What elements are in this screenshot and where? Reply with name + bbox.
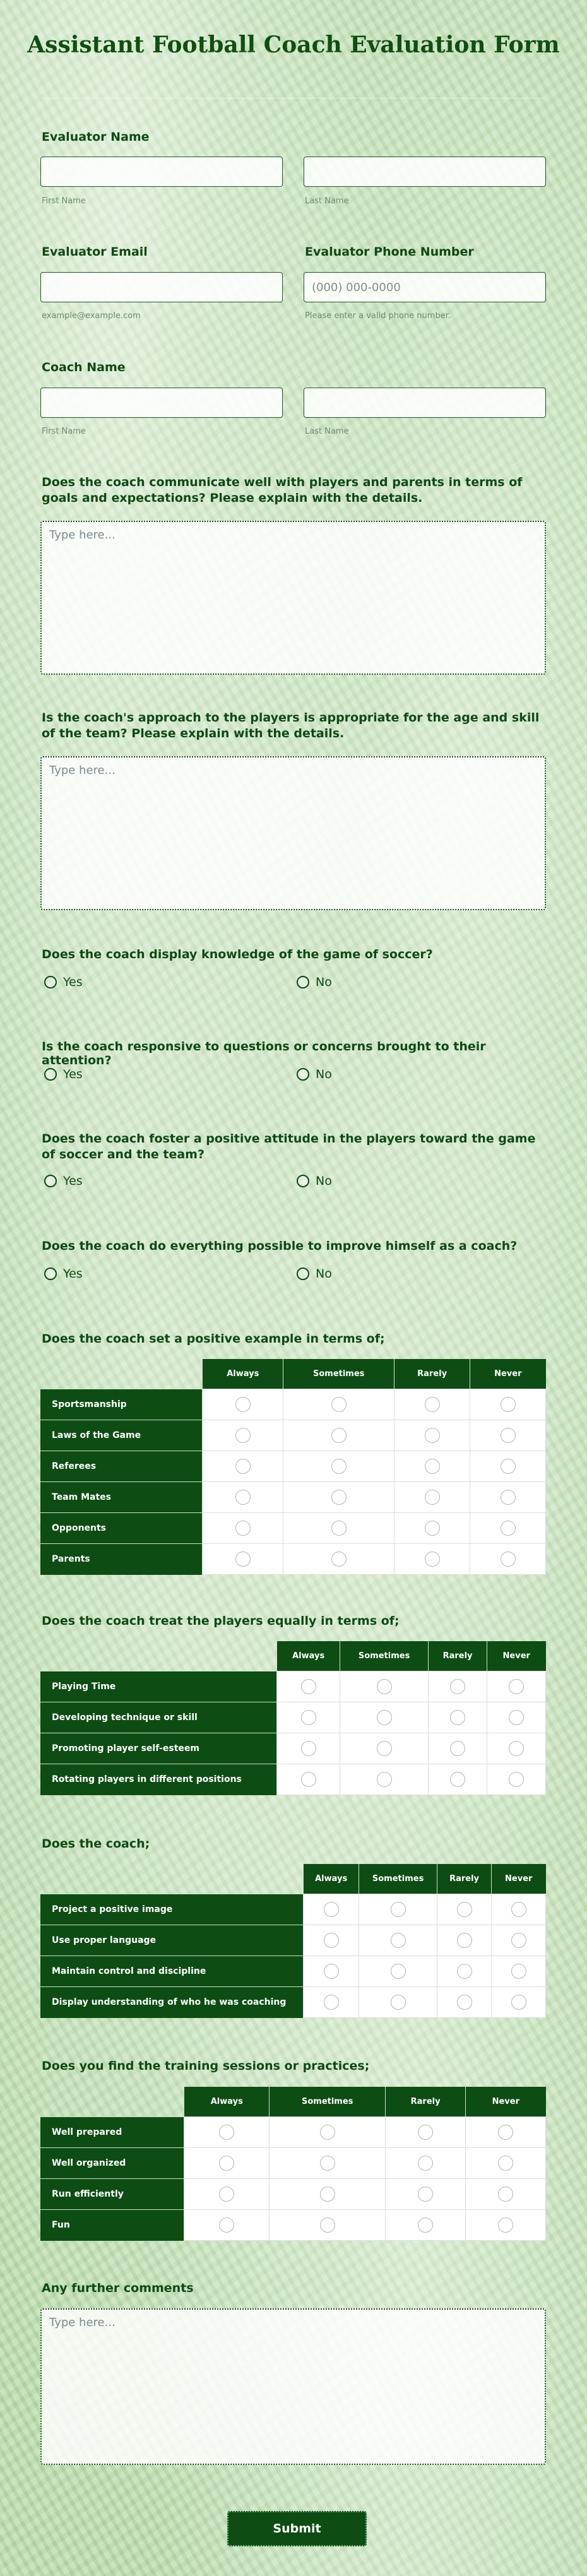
positive-attitude-no-option[interactable]: No — [297, 1174, 332, 1188]
matrix-radio[interactable] — [501, 1397, 516, 1412]
matrix-radio[interactable] — [235, 1490, 251, 1505]
matrix-radio[interactable] — [425, 1397, 440, 1412]
matrix-radio[interactable] — [509, 1741, 524, 1756]
matrix-radio[interactable] — [235, 1428, 251, 1443]
matrix-radio[interactable] — [391, 1902, 406, 1917]
approach-question-label: Is the coach's approach to the players is appropriate for the age and skill of the team? Please explain with the details. — [42, 711, 540, 740]
positive-example-question-label: Does the coach set a positive example in terms of; — [42, 1332, 385, 1346]
matrix-radio[interactable] — [377, 1772, 392, 1787]
evaluator-email-sublabel: example@example.com — [42, 311, 141, 321]
row-label: Project a positive image — [40, 1894, 304, 1925]
matrix-radio[interactable] — [501, 1521, 516, 1536]
row-label: Display understanding of who he was coaching — [40, 1987, 304, 2018]
matrix-radio[interactable] — [418, 2217, 433, 2233]
column-header: Sometimes — [270, 2087, 386, 2117]
soccer-knowledge-no-option[interactable]: No — [297, 975, 332, 989]
form-title: Assistant Football Coach Evaluation Form — [27, 32, 560, 58]
evaluator-email-input[interactable] — [40, 272, 283, 302]
matrix-radio[interactable] — [425, 1552, 440, 1567]
row-label: Playing Time — [40, 1671, 277, 1702]
matrix-radio[interactable] — [219, 2125, 234, 2140]
equal-treatment-matrix — [40, 1641, 546, 1795]
column-header: Rarely — [394, 1359, 470, 1389]
matrix-radio[interactable] — [391, 1995, 406, 2010]
column-header: Sometimes — [283, 1359, 394, 1389]
communicate-question-label: Does the coach communicate well with players and parents in terms of goals and expectations? Please explain with the details. — [42, 475, 523, 505]
evaluator-phone-label: Evaluator Phone Number — [305, 245, 474, 259]
evaluator-first-name-sublabel: First Name — [42, 196, 86, 206]
column-header: Never — [487, 1641, 546, 1671]
training-sessions-matrix — [40, 2087, 546, 2241]
responsive-question-label: Is the coach responsive to questions or concerns brought to their attention? — [42, 1040, 486, 1067]
evaluator-phone-input[interactable] — [304, 272, 546, 302]
row-label: Sportsmanship — [40, 1389, 203, 1420]
evaluator-email-label: Evaluator Email — [42, 245, 148, 259]
responsive-yes-option[interactable]: Yes — [44, 1067, 83, 1081]
matrix-radio[interactable] — [457, 1902, 472, 1917]
matrix-radio[interactable] — [511, 1933, 526, 1948]
column-header: Never — [492, 1864, 546, 1894]
matrix-radio[interactable] — [324, 1933, 339, 1948]
matrix-radio[interactable] — [450, 1710, 465, 1725]
matrix-radio[interactable] — [320, 2125, 335, 2140]
matrix-radio[interactable] — [450, 1772, 465, 1787]
positive-attitude-yes-option[interactable]: Yes — [44, 1174, 83, 1188]
matrix-radio[interactable] — [498, 2217, 513, 2233]
row-label: Well organized — [40, 2148, 184, 2179]
matrix-radio[interactable] — [391, 1964, 406, 1979]
matrix-radio[interactable] — [425, 1459, 440, 1474]
matrix-radio[interactable] — [324, 1964, 339, 1979]
matrix-radio[interactable] — [457, 1995, 472, 2010]
matrix-radio[interactable] — [498, 2187, 513, 2202]
radio-circle[interactable] — [297, 1267, 309, 1280]
matrix-radio[interactable] — [219, 2187, 234, 2202]
radio-circle[interactable] — [44, 976, 57, 988]
matrix-radio[interactable] — [219, 2156, 234, 2171]
equal-treatment-question-label: Does the coach treat the players equally in terms of; — [42, 1614, 400, 1628]
comments-label: Any further comments — [42, 2281, 194, 2295]
row-label: Parents — [40, 1544, 203, 1575]
matrix-radio[interactable] — [331, 1490, 347, 1505]
row-label: Rotating players in different positions — [40, 1764, 277, 1795]
matrix-radio[interactable] — [498, 2156, 513, 2171]
matrix-radio[interactable] — [331, 1521, 347, 1536]
coach-behavior-question-label: Does the coach; — [42, 1837, 150, 1851]
matrix-radio[interactable] — [301, 1741, 316, 1756]
matrix-radio[interactable] — [235, 1397, 251, 1412]
matrix-radio[interactable] — [377, 1710, 392, 1725]
matrix-radio[interactable] — [509, 1710, 524, 1725]
row-label: Well prepared — [40, 2117, 184, 2148]
matrix-radio[interactable] — [320, 2187, 335, 2202]
row-label: Developing technique or skill — [40, 1702, 277, 1733]
coach-first-name-input[interactable] — [40, 388, 283, 418]
positive-attitude-question-label: Does the coach foster a positive attitude in the players toward the game of soccer and the team? — [42, 1132, 536, 1161]
radio-circle[interactable] — [44, 1068, 57, 1081]
row-label: Team Mates — [40, 1482, 203, 1513]
column-header: Always — [304, 1864, 359, 1894]
coach-last-name-sublabel: Last Name — [305, 427, 349, 436]
matrix-radio[interactable] — [457, 1933, 472, 1948]
column-header: Always — [203, 1359, 283, 1389]
positive-example-matrix — [40, 1359, 546, 1575]
evaluator-first-name-input[interactable] — [40, 157, 283, 187]
matrix-radio[interactable] — [418, 2156, 433, 2171]
matrix-radio[interactable] — [501, 1428, 516, 1443]
row-label: Promoting player self-esteem — [40, 1733, 277, 1764]
matrix-radio[interactable] — [235, 1521, 251, 1536]
column-header: Rarely — [429, 1641, 487, 1671]
matrix-radio[interactable] — [418, 2125, 433, 2140]
comments-textarea[interactable] — [40, 2308, 546, 2465]
coach-first-name-sublabel: First Name — [42, 427, 86, 436]
matrix-radio[interactable] — [457, 1964, 472, 1979]
row-label: Referees — [40, 1451, 203, 1482]
evaluator-last-name-input[interactable] — [304, 157, 546, 187]
column-header: Sometimes — [359, 1864, 437, 1894]
matrix-radio[interactable] — [425, 1428, 440, 1443]
matrix-radio[interactable] — [391, 1933, 406, 1948]
radio-circle[interactable] — [297, 1068, 309, 1081]
matrix-radio[interactable] — [450, 1679, 465, 1694]
matrix-radio[interactable] — [301, 1679, 316, 1694]
soccer-knowledge-question-label: Does the coach display knowledge of the game of soccer? — [42, 947, 433, 961]
coach-last-name-input[interactable] — [304, 388, 546, 418]
matrix-radio[interactable] — [320, 2156, 335, 2171]
row-label: Maintain control and discipline — [40, 1956, 304, 1987]
matrix-radio[interactable] — [219, 2217, 234, 2233]
matrix-radio[interactable] — [331, 1552, 347, 1567]
evaluator-last-name-sublabel: Last Name — [305, 196, 349, 206]
radio-circle[interactable] — [44, 1267, 57, 1280]
column-header: Rarely — [437, 1864, 492, 1894]
matrix-radio[interactable] — [324, 1995, 339, 2010]
matrix-radio[interactable] — [501, 1490, 516, 1505]
training-sessions-question-label: Does you find the training sessions or practices; — [42, 2059, 370, 2073]
matrix-radio[interactable] — [235, 1459, 251, 1474]
matrix-radio[interactable] — [509, 1679, 524, 1694]
matrix-radio[interactable] — [498, 2125, 513, 2140]
evaluator-name-label: Evaluator Name — [42, 130, 150, 144]
matrix-radio[interactable] — [511, 1964, 526, 1979]
matrix-radio[interactable] — [331, 1428, 347, 1443]
matrix-radio[interactable] — [320, 2217, 335, 2233]
coach-name-label: Coach Name — [42, 360, 126, 374]
matrix-radio[interactable] — [418, 2187, 433, 2202]
row-label: Run efficiently — [40, 2179, 184, 2210]
communicate-answer-textarea[interactable] — [40, 521, 546, 675]
submit-button[interactable]: Submit — [227, 2511, 367, 2546]
matrix-radio[interactable] — [331, 1397, 347, 1412]
matrix-radio[interactable] — [235, 1552, 251, 1567]
self-improvement-yes-option[interactable]: Yes — [44, 1267, 83, 1281]
evaluator-phone-sublabel: Please enter a valid phone number. — [305, 311, 451, 321]
matrix-radio[interactable] — [501, 1459, 516, 1474]
radio-circle[interactable] — [44, 1175, 57, 1187]
matrix-radio[interactable] — [301, 1772, 316, 1787]
column-header: Rarely — [386, 2087, 466, 2117]
self-improvement-no-option[interactable]: No — [297, 1267, 332, 1281]
row-label: Fun — [40, 2210, 184, 2241]
matrix-radio[interactable] — [511, 1995, 526, 2010]
column-header: Never — [470, 1359, 546, 1389]
matrix-radio[interactable] — [301, 1710, 316, 1725]
matrix-radio[interactable] — [509, 1772, 524, 1787]
matrix-radio[interactable] — [425, 1521, 440, 1536]
row-label: Use proper language — [40, 1925, 304, 1956]
column-header: Never — [466, 2087, 546, 2117]
matrix-radio[interactable] — [450, 1741, 465, 1756]
row-label: Laws of the Game — [40, 1420, 203, 1451]
matrix-radio[interactable] — [501, 1552, 516, 1567]
matrix-radio[interactable] — [331, 1459, 347, 1474]
coach-behavior-matrix — [40, 1864, 546, 2018]
column-header: Always — [184, 2087, 270, 2117]
matrix-radio[interactable] — [425, 1490, 440, 1505]
soccer-knowledge-yes-option[interactable]: Yes — [44, 975, 83, 989]
radio-circle[interactable] — [297, 976, 309, 988]
row-label: Opponents — [40, 1513, 203, 1544]
responsive-no-option[interactable]: No — [297, 1067, 332, 1081]
radio-circle[interactable] — [297, 1175, 309, 1187]
approach-answer-textarea[interactable] — [40, 756, 546, 910]
self-improvement-question-label: Does the coach do everything possible to improve himself as a coach? — [42, 1239, 518, 1253]
matrix-radio[interactable] — [377, 1679, 392, 1694]
matrix-radio[interactable] — [377, 1741, 392, 1756]
matrix-radio[interactable] — [511, 1902, 526, 1917]
column-header: Always — [277, 1641, 340, 1671]
column-header: Sometimes — [340, 1641, 429, 1671]
matrix-radio[interactable] — [324, 1902, 339, 1917]
